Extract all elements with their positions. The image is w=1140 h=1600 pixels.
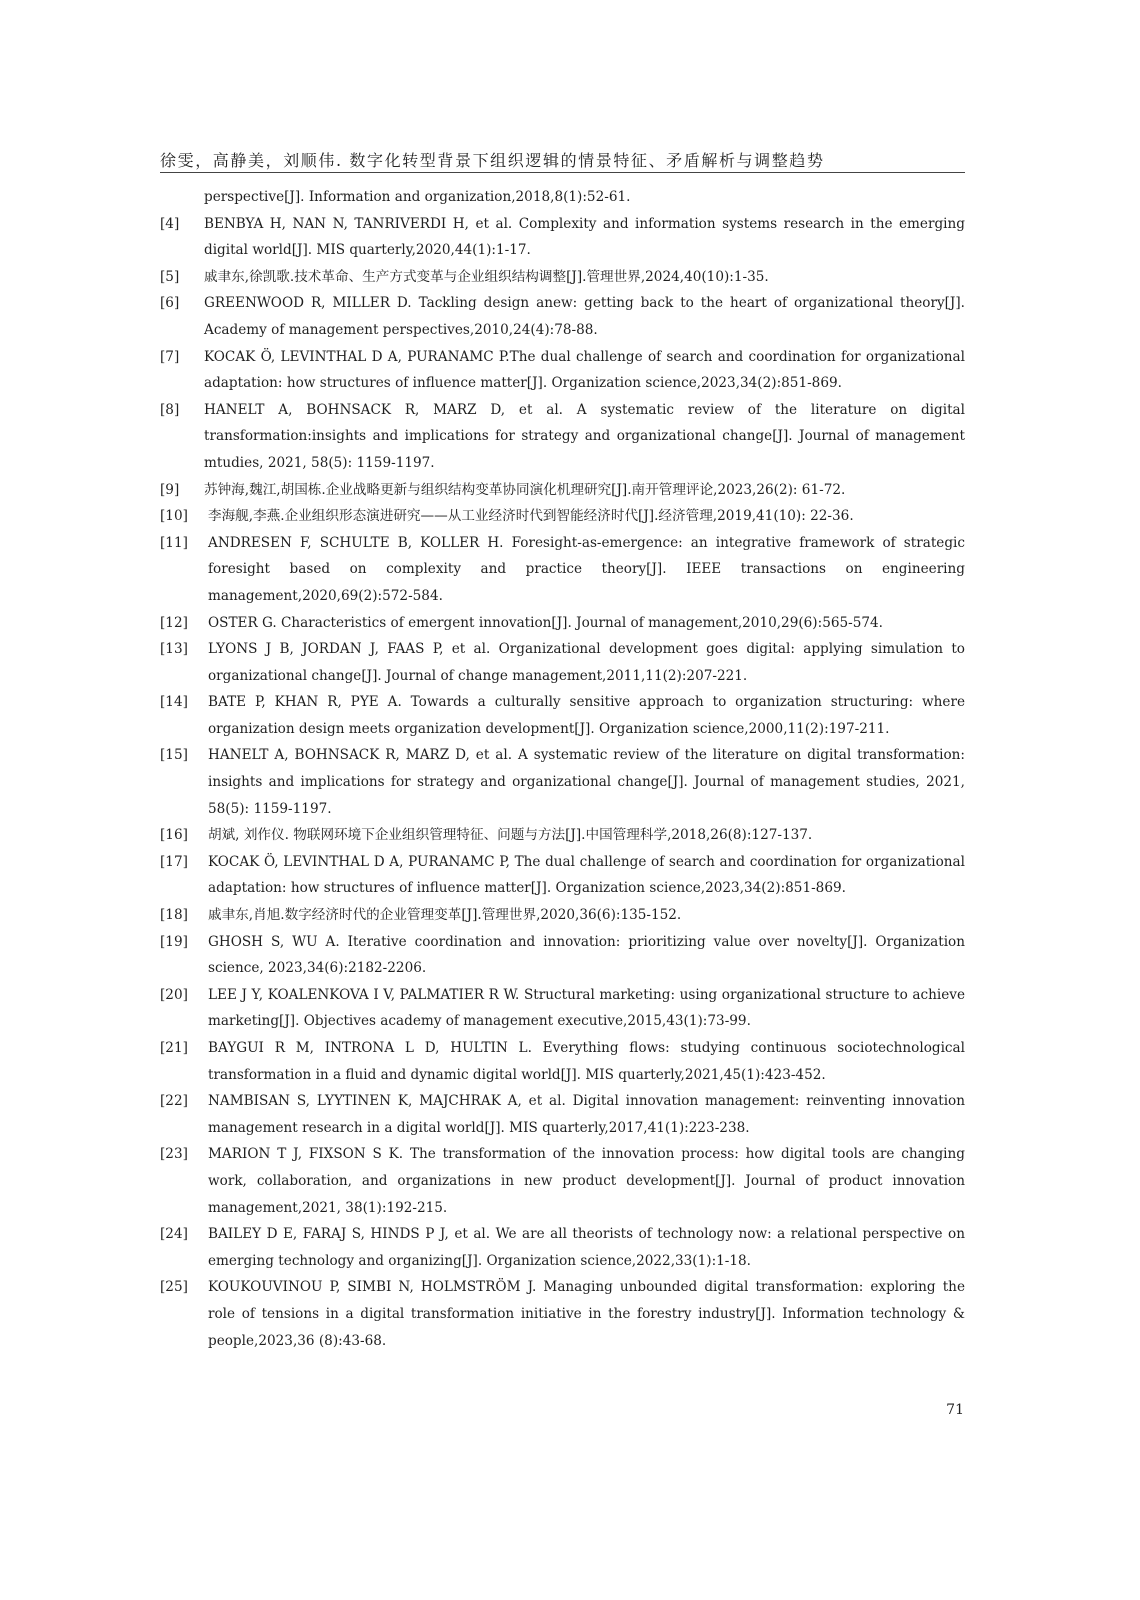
reference-number: [15] — [160, 747, 188, 764]
reference-number: [14] — [160, 694, 188, 711]
reference-text: GHOSH S, WU A. Iterative coordination and innovation: prioritizing value over novelty[J]. Organization science, 2023,34(6):2182-2206. — [208, 933, 965, 977]
reference-item — [160, 1141, 965, 1221]
reference-item — [160, 211, 965, 264]
reference-number: [17] — [160, 853, 188, 870]
reference-text: HANELT A, BOHNSACK R, MARZ D, et al. A systematic review of the literature on digital transformation:insights and implications for strategy and organizational change[J]. Journal of management mtudies, 2021, 58(5): 1159-1197. — [204, 401, 965, 471]
reference-number: [23] — [160, 1146, 188, 1163]
reference-item — [160, 1221, 965, 1274]
page-number: 71 — [946, 1402, 964, 1418]
reference-text: ANDRESEN F, SCHULTE B, KOLLER H. Foresight-as-emergence: an integrative framework of strategic foresight based on complexity and practice theory[J]. IEEE transactions on engineering management,2020,69(2):572-584. — [208, 534, 965, 604]
reference-text: 李海舰,李燕.企业组织形态演进研究——从工业经济时代到智能经济时代[J].经济管理,2019,41(10): 22-36. — [208, 508, 854, 525]
reference-number: [21] — [160, 1040, 188, 1056]
reference-text: HANELT A, BOHNSACK R, MARZ D, et al. A systematic review of the literature on digital transformation: insights and implications for strategy and organizational change[J]. Journal of management studies, 2021, 58(5): 1159-1197. — [208, 747, 965, 817]
reference-item — [160, 636, 965, 689]
running-header: 徐雯，高静美，刘顺伟. 数字化转型背景下组织逻辑的情景特征、矛盾解析与调整趋势 — [160, 151, 825, 170]
reference-number: [20] — [160, 986, 188, 1003]
reference-text: perspective[J]. Information and organization,2018,8(1):52-61. — [204, 189, 631, 205]
reference-item — [160, 264, 965, 291]
reference-item — [160, 689, 965, 742]
reference-number: [4] — [160, 215, 180, 232]
reference-text: BAILEY D E, FARAJ S, HINDS P J, et al. We are all theorists of technology now: a relational perspective on emerging technology and organizing[J]. Organization science,2022,33(1):1-18. — [208, 1226, 965, 1269]
reference-item — [160, 1035, 965, 1088]
reference-item — [160, 290, 965, 343]
reference-item — [160, 397, 965, 477]
reference-number: [11] — [160, 534, 188, 551]
reference-item — [160, 610, 965, 637]
reference-number: [19] — [160, 933, 188, 950]
header-divider — [160, 172, 965, 173]
reference-list — [160, 184, 965, 1354]
reference-text: NAMBISAN S, LYYTINEN K, MAJCHRAK A, et al. Digital innovation management: reinventing innovation management research in a digital world[J]. MIS quarterly,2017,41(1):223-238. — [208, 1093, 965, 1136]
reference-text: GREENWOOD R, MILLER D. Tackling design anew: getting back to the heart of organizational theory[J]. Academy of management perspectives,2010,24(4):78-88. — [204, 295, 965, 338]
reference-item — [160, 1088, 965, 1141]
reference-number: [8] — [160, 401, 180, 418]
reference-number: [16] — [160, 827, 188, 844]
reference-item — [160, 503, 965, 530]
reference-text: 戚聿东,徐凯歌.技术革命、生产方式变革与企业组织结构调整[J].管理世界,2024,40(10):1-35. — [204, 268, 769, 285]
reference-text: LEE J Y, KOALENKOVA I V, PALMATIER R W. Structural marketing: using organizational structure to achieve marketing[J]. Objectives academy of management executive,2015,43(1):73-99. — [208, 986, 965, 1030]
reference-number: [13] — [160, 641, 188, 658]
reference-text: BATE P, KHAN R, PYE A. Towards a culturally sensitive approach to organization structuring: where organization design meets organization development[J]. Organization science,2000,11(2):197-211. — [208, 694, 965, 737]
reference-item — [160, 742, 965, 822]
reference-text: BENBYA H, NAN N, TANRIVERDI H, et al. Complexity and information systems research in the emerging digital world[J]. MIS quarterly,2020,44(1):1-17. — [204, 215, 965, 259]
reference-item — [160, 982, 965, 1035]
reference-number: [10] — [160, 508, 188, 525]
reference-text: OSTER G. Characteristics of emergent innovation[J]. Journal of management,2010,29(6):565-574. — [208, 614, 884, 631]
reference-text: 苏钟海,魏江,胡国栋.企业战略更新与组织结构变革协同演化机理研究[J].南开管理评论,2023,26(2): 61-72. — [204, 481, 846, 498]
reference-text: 胡斌, 刘作仪. 物联网环境下企业组织管理特征、问题与方法[J].中国管理科学,2018,26(8):127-137. — [208, 827, 813, 844]
reference-item — [160, 849, 965, 902]
reference-number: [5] — [160, 268, 180, 285]
reference-number: [12] — [160, 614, 188, 631]
reference-continuation — [160, 184, 965, 211]
reference-number: [18] — [160, 907, 188, 924]
reference-number: [22] — [160, 1093, 188, 1110]
reference-text: BAYGUI R M, INTRONA L D, HULTIN L. Everything flows: studying continuous sociotechnological transformation in a fluid and dynamic digital world[J]. MIS quarterly,2021,45(1):423-452. — [208, 1040, 965, 1083]
reference-item — [160, 929, 965, 982]
reference-item — [160, 902, 965, 929]
reference-text: 戚聿东,肖旭.数字经济时代的企业管理变革[J].管理世界,2020,36(6):135-152. — [208, 907, 682, 924]
reference-number: [6] — [160, 295, 180, 312]
reference-number: [7] — [160, 348, 180, 365]
reference-text: KOCAK Ö, LEVINTHAL D A, PURANAMC P.The dual challenge of search and coordination for organizational adaptation: how structures of influence matter[J]. Organization science,2023,34(2):851-869. — [204, 348, 965, 392]
reference-number: [25] — [160, 1279, 188, 1296]
reference-text: MARION T J, FIXSON S K. The transformation of the innovation process: how digital tools are changing work, collaboration, and organizations in new product development[J]. Journal of product innovation management,2021, 38(1):192-215. — [208, 1146, 965, 1216]
reference-number: [9] — [160, 481, 180, 498]
reference-item — [160, 822, 965, 849]
reference-item — [160, 530, 965, 610]
reference-number: [24] — [160, 1226, 188, 1243]
reference-text: KOCAK Ö, LEVINTHAL D A, PURANAMC P, The dual challenge of search and coordination for organizational adaptation: how structures of influence matter[J]. Organization science,2023,34(2):851-869. — [208, 853, 965, 897]
reference-item — [160, 344, 965, 397]
reference-text: LYONS J B, JORDAN J, FAAS P, et al. Organizational development goes digital: applying simulation to organizational change[J]. Journal of change management,2011,11(2):207-221. — [208, 641, 965, 684]
reference-item — [160, 1274, 965, 1354]
reference-text: KOUKOUVINOU P, SIMBI N, HOLMSTRÖM J. Managing unbounded digital transformation: exploring the role of tensions in a digital transformation initiative in the forestry industry[J]. Information technology & people,2023,36 (8):43-68. — [208, 1279, 965, 1349]
reference-item — [160, 477, 965, 504]
